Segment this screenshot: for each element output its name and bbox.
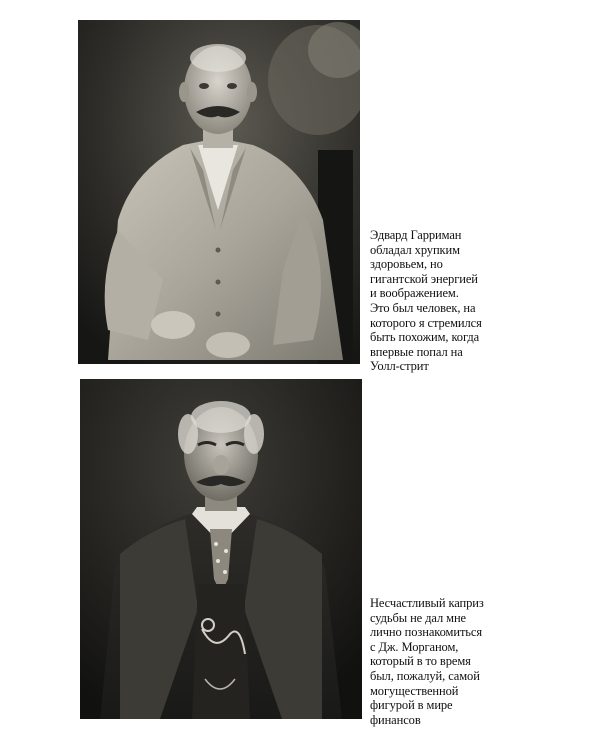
portrait-photo-harriman [78, 20, 360, 364]
portrait-photo-morgan [80, 379, 362, 719]
caption-harriman: Эдвард Гарриман обладал хрупким здоровьем, но гигантской энергией и воображением. Это был человек, на которого я стремился быть похожим, когда впервые попал на Уолл-стрит [370, 228, 482, 374]
caption-morgan: Несчастливый каприз судьбы не дал мне лично познакомиться с Дж. Морганом, который в то время был, пожалуй, самой могущественной фигурой в мире финансов [370, 596, 484, 727]
